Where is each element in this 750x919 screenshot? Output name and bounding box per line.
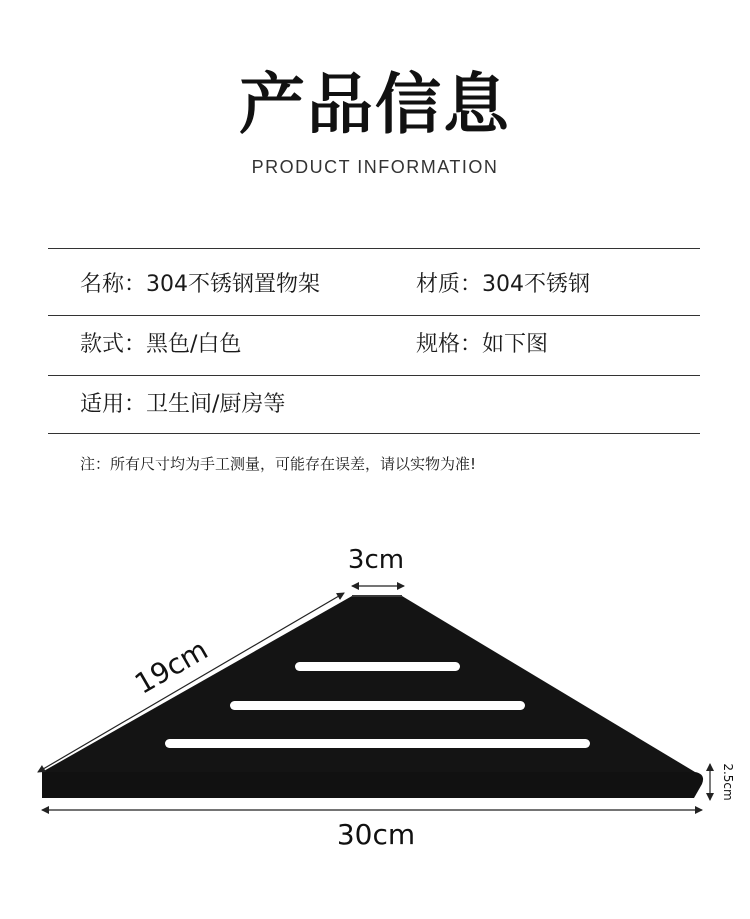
info-value: 黑色/白色: [146, 332, 242, 357]
top-dimension-label: 3cm: [347, 545, 405, 575]
shelf-slot: [295, 662, 460, 671]
info-label: 材质：: [416, 272, 483, 297]
shelf-front-edge: [42, 772, 703, 798]
page-title: 产品信息: [239, 66, 511, 143]
shelf-dimension-diagram: [0, 520, 750, 919]
thickness-dimension-label: 2.5cm: [721, 763, 735, 801]
info-value: 如下图: [482, 332, 549, 357]
info-value: 304不锈钢: [482, 272, 591, 297]
info-label: 名称：: [80, 272, 147, 297]
info-label: 规格：: [416, 332, 483, 357]
info-cell-style: [80, 330, 241, 360]
info-label: 适用：: [80, 392, 147, 417]
info-cell-usage: [80, 390, 285, 420]
side-dimension-label: 19cm: [129, 632, 214, 701]
table-rule: [48, 433, 700, 434]
info-value: 卫生间/厨房等: [146, 392, 286, 417]
table-rule: [48, 315, 700, 316]
measurement-note: 注：所有尺寸均为手工测量，可能存在误差，请以实物为准!: [80, 455, 477, 473]
info-cell-spec: [416, 330, 548, 360]
shelf-slot: [230, 701, 525, 710]
info-cell-material: [416, 270, 590, 300]
page-subtitle: PRODUCT INFORMATION: [251, 157, 499, 177]
table-rule: [48, 375, 700, 376]
shelf-slot: [165, 739, 590, 748]
table-rule: [48, 248, 700, 249]
info-label: 款式：: [80, 332, 147, 357]
info-cell-name: [80, 270, 320, 300]
info-value: 304不锈钢置物架: [146, 272, 321, 297]
front-dimension-label: 30cm: [336, 818, 416, 851]
